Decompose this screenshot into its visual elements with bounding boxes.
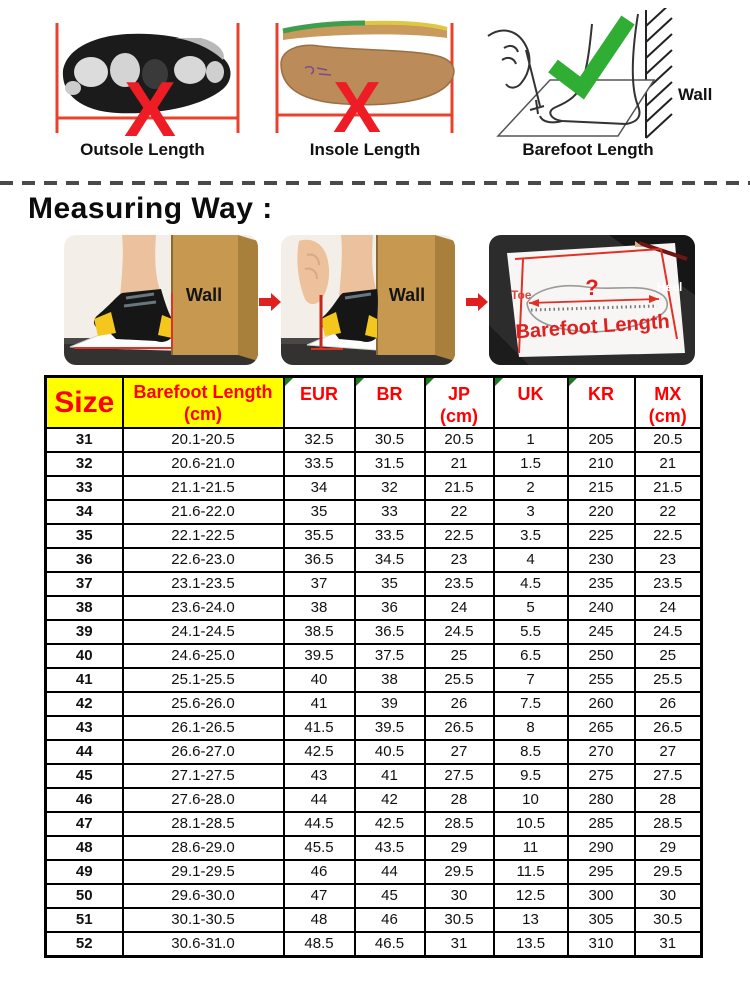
size-cell: 49 [46, 860, 123, 884]
table-cell: 5 [494, 596, 568, 620]
table-cell: 1 [494, 428, 568, 452]
table-cell: 24.5 [425, 620, 494, 644]
size-cell: 48 [46, 836, 123, 860]
table-row [46, 788, 702, 812]
table-cell: 230 [568, 548, 635, 572]
table-cell: 22 [425, 500, 494, 524]
red-arrow-icon [259, 293, 281, 311]
table-cell: 21.6-22.0 [123, 500, 284, 524]
table-cell: 28.6-29.0 [123, 836, 284, 860]
table-cell: 38.5 [284, 620, 355, 644]
table-row [46, 596, 702, 620]
size-cell: 47 [46, 812, 123, 836]
header-row [46, 377, 702, 429]
table-cell: 3.5 [494, 524, 568, 548]
size-cell: 36 [46, 548, 123, 572]
table-cell: 27.1-27.5 [123, 764, 284, 788]
photo1-scene [64, 235, 258, 365]
size-cell: 41 [46, 668, 123, 692]
table-cell: 215 [568, 476, 635, 500]
table-cell: 48.5 [284, 932, 355, 957]
table-cell: 36 [355, 596, 425, 620]
table-cell: 43.5 [355, 836, 425, 860]
table-cell: 23.5 [635, 572, 702, 596]
table-cell: 255 [568, 668, 635, 692]
table-cell: 23 [425, 548, 494, 572]
toe-label: Toe [511, 288, 532, 302]
table-cell: 270 [568, 740, 635, 764]
table-cell: 20.6-21.0 [123, 452, 284, 476]
table-cell: 24.5 [635, 620, 702, 644]
wall-hatching-icon [646, 8, 672, 138]
table-cell: 8 [494, 716, 568, 740]
table-cell: 32 [355, 476, 425, 500]
col-header-kr: KR [568, 377, 635, 429]
size-cell: 32 [46, 452, 123, 476]
table-cell: 44 [284, 788, 355, 812]
table-cell: 34 [284, 476, 355, 500]
table-cell: 27.5 [425, 764, 494, 788]
table-row [46, 884, 702, 908]
table-cell: 20.5 [425, 428, 494, 452]
table-cell: 21.1-21.5 [123, 476, 284, 500]
table-cell: 7 [494, 668, 568, 692]
table-cell: 39 [355, 692, 425, 716]
table-cell: 285 [568, 812, 635, 836]
table-cell: 22.6-23.0 [123, 548, 284, 572]
barefoot-length-label: Barefoot Length [522, 140, 654, 159]
table-cell: 23.1-23.5 [123, 572, 284, 596]
table-cell: 305 [568, 908, 635, 932]
hand-with-pencil-icon [488, 31, 544, 114]
measuring-photos [0, 233, 750, 369]
col-header-uk: UK [494, 377, 568, 429]
question-mark: ? [585, 275, 599, 300]
table-cell: 235 [568, 572, 635, 596]
size-cell: 42 [46, 692, 123, 716]
table-cell: 46.5 [355, 932, 425, 957]
barefoot-length-caption: Barefoot Length [514, 310, 671, 344]
table-cell: 21 [635, 452, 702, 476]
table-cell: 38 [355, 668, 425, 692]
table-cell: 42.5 [284, 740, 355, 764]
col-header-eur: EUR [284, 377, 355, 429]
table-cell: 22.1-22.5 [123, 524, 284, 548]
table-cell: 29 [425, 836, 494, 860]
table-cell: 25 [425, 644, 494, 668]
table-row [46, 932, 702, 957]
size-cell: 52 [46, 932, 123, 957]
table-cell: 30.1-30.5 [123, 908, 284, 932]
table-cell: 25.6-26.0 [123, 692, 284, 716]
table-cell: 37.5 [355, 644, 425, 668]
table-cell: 23 [635, 548, 702, 572]
table-row [46, 476, 702, 500]
table-cell: 38 [284, 596, 355, 620]
table-cell: 4 [494, 548, 568, 572]
table-row [46, 428, 702, 452]
size-cell: 34 [46, 500, 123, 524]
table-cell: 25 [635, 644, 702, 668]
table-cell: 29.6-30.0 [123, 884, 284, 908]
table-cell: 300 [568, 884, 635, 908]
table-cell: 22.5 [425, 524, 494, 548]
size-table-body [46, 428, 702, 957]
table-cell: 23.5 [425, 572, 494, 596]
table-cell: 240 [568, 596, 635, 620]
table-cell: 21.5 [425, 476, 494, 500]
table-cell: 32.5 [284, 428, 355, 452]
table-cell: 40 [284, 668, 355, 692]
table-cell: 245 [568, 620, 635, 644]
table-cell: 13 [494, 908, 568, 932]
table-cell: 7.5 [494, 692, 568, 716]
table-cell: 26.6-27.0 [123, 740, 284, 764]
table-cell: 30 [635, 884, 702, 908]
table-cell: 290 [568, 836, 635, 860]
table-cell: 25.5 [425, 668, 494, 692]
wall-label: Wall [388, 285, 426, 305]
table-cell: 205 [568, 428, 635, 452]
table-cell: 24 [635, 596, 702, 620]
insole-illustration [265, 8, 465, 140]
table-cell: 28.5 [425, 812, 494, 836]
table-cell: 29 [635, 836, 702, 860]
table-cell: 265 [568, 716, 635, 740]
size-cell: 37 [46, 572, 123, 596]
outsole-illustration [25, 8, 260, 140]
size-cell: 45 [46, 764, 123, 788]
table-cell: 33 [355, 500, 425, 524]
table-cell: 13.5 [494, 932, 568, 957]
table-cell: 41.5 [284, 716, 355, 740]
table-cell: 47 [284, 884, 355, 908]
table-cell: 29.1-29.5 [123, 860, 284, 884]
table-cell: 45.5 [284, 836, 355, 860]
size-cell: 44 [46, 740, 123, 764]
table-cell: 35.5 [284, 524, 355, 548]
table-cell: 27.5 [635, 764, 702, 788]
table-cell: 41 [355, 764, 425, 788]
dashed-divider [0, 181, 750, 185]
table-cell: 30.5 [635, 908, 702, 932]
barefoot-illustration [478, 8, 740, 140]
table-cell: 310 [568, 932, 635, 957]
table-cell: 22.5 [635, 524, 702, 548]
table-cell: 26 [425, 692, 494, 716]
table-cell: 295 [568, 860, 635, 884]
table-cell: 225 [568, 524, 635, 548]
col-header-jp: JP (cm) [425, 377, 494, 429]
col-header-size: Size [46, 377, 123, 429]
table-cell: 35 [284, 500, 355, 524]
table-cell: 48 [284, 908, 355, 932]
heel-label: Heel [657, 280, 683, 294]
measuring-photo-3 [489, 235, 695, 365]
size-cell: 38 [46, 596, 123, 620]
col-header-mx: MX (cm) [635, 377, 702, 429]
size-cell: 40 [46, 644, 123, 668]
table-cell: 37 [284, 572, 355, 596]
size-cell: 43 [46, 716, 123, 740]
table-cell: 21.5 [635, 476, 702, 500]
table-row [46, 572, 702, 596]
table-cell: 250 [568, 644, 635, 668]
measuring-photo-2 [281, 235, 455, 365]
table-cell: 26 [635, 692, 702, 716]
table-cell: 42.5 [355, 812, 425, 836]
size-cell: 31 [46, 428, 123, 452]
table-cell: 28 [425, 788, 494, 812]
table-row [46, 836, 702, 860]
table-cell: 44 [355, 860, 425, 884]
table-cell: 31.5 [355, 452, 425, 476]
outsole-length-label: Outsole Length [80, 140, 205, 159]
table-cell: 25.5 [635, 668, 702, 692]
col-header-br: BR [355, 377, 425, 429]
table-cell: 29.5 [425, 860, 494, 884]
table-cell: 27.6-28.0 [123, 788, 284, 812]
table-cell: 275 [568, 764, 635, 788]
table-cell: 31 [425, 932, 494, 957]
table-cell: 23.6-24.0 [123, 596, 284, 620]
wall-label: Wall [678, 85, 713, 104]
table-cell: 27 [635, 740, 702, 764]
table-cell: 5.5 [494, 620, 568, 644]
col-header-barefoot: Barefoot Length (cm) [123, 377, 284, 429]
table-cell: 40.5 [355, 740, 425, 764]
table-cell: 10.5 [494, 812, 568, 836]
x-mark-icon: X [123, 65, 177, 140]
measuring-photo-1 [64, 235, 258, 365]
table-row [46, 764, 702, 788]
table-cell: 33.5 [355, 524, 425, 548]
table-cell: 12.5 [494, 884, 568, 908]
table-row [46, 668, 702, 692]
table-cell: 35 [355, 572, 425, 596]
table-row [46, 812, 702, 836]
table-cell: 10 [494, 788, 568, 812]
table-cell: 11.5 [494, 860, 568, 884]
table-cell: 28.1-28.5 [123, 812, 284, 836]
table-row [46, 716, 702, 740]
table-cell: 42 [355, 788, 425, 812]
table-cell: 20.1-20.5 [123, 428, 284, 452]
table-cell: 34.5 [355, 548, 425, 572]
size-cell: 39 [46, 620, 123, 644]
table-cell: 41 [284, 692, 355, 716]
table-cell: 1.5 [494, 452, 568, 476]
table-cell: 25.1-25.5 [123, 668, 284, 692]
table-cell: 45 [355, 884, 425, 908]
table-row [46, 908, 702, 932]
table-row [46, 452, 702, 476]
barefoot-figure [478, 8, 740, 159]
table-cell: 27 [425, 740, 494, 764]
size-cell: 50 [46, 884, 123, 908]
table-cell: 29.5 [635, 860, 702, 884]
table-cell: 24 [425, 596, 494, 620]
table-cell: 6.5 [494, 644, 568, 668]
size-chart [44, 375, 703, 958]
table-cell: 11 [494, 836, 568, 860]
table-row [46, 500, 702, 524]
table-cell: 2 [494, 476, 568, 500]
table-cell: 22 [635, 500, 702, 524]
table-cell: 26.1-26.5 [123, 716, 284, 740]
table-cell: 39.5 [355, 716, 425, 740]
size-cell: 46 [46, 788, 123, 812]
size-cell: 35 [46, 524, 123, 548]
wall-label: Wall [185, 285, 223, 305]
insole-length-label: Insole Length [309, 140, 421, 159]
table-cell: 30.5 [355, 428, 425, 452]
table-cell: 20.5 [635, 428, 702, 452]
red-arrow-icon [466, 293, 488, 311]
table-cell: 30 [425, 884, 494, 908]
table-row [46, 740, 702, 764]
table-cell: 220 [568, 500, 635, 524]
table-cell: 26.5 [425, 716, 494, 740]
table-cell: 4.5 [494, 572, 568, 596]
table-row [46, 620, 702, 644]
table-cell: 36.5 [284, 548, 355, 572]
table-cell: 28 [635, 788, 702, 812]
table-row [46, 548, 702, 572]
table-cell: 30.6-31.0 [123, 932, 284, 957]
photo3-scene [489, 235, 695, 365]
table-cell: 31 [635, 932, 702, 957]
size-cell: 33 [46, 476, 123, 500]
table-cell: 26.5 [635, 716, 702, 740]
size-cell: 51 [46, 908, 123, 932]
x-mark-icon: X [332, 68, 382, 140]
outsole-figure [25, 8, 260, 159]
size-table [44, 375, 703, 958]
table-cell: 39.5 [284, 644, 355, 668]
table-cell: 210 [568, 452, 635, 476]
table-row [46, 644, 702, 668]
table-row [46, 860, 702, 884]
table-cell: 28.5 [635, 812, 702, 836]
table-cell: 24.6-25.0 [123, 644, 284, 668]
insole-figure [265, 8, 465, 159]
table-cell: 46 [355, 908, 425, 932]
table-cell: 46 [284, 860, 355, 884]
measuring-way-heading: Measuring Way : [28, 192, 273, 225]
table-row [46, 692, 702, 716]
how-to-measure-figures [0, 8, 750, 178]
table-row [46, 524, 702, 548]
photo2-scene [281, 235, 455, 365]
table-cell: 8.5 [494, 740, 568, 764]
table-cell: 9.5 [494, 764, 568, 788]
table-cell: 33.5 [284, 452, 355, 476]
table-cell: 36.5 [355, 620, 425, 644]
table-cell: 44.5 [284, 812, 355, 836]
table-cell: 30.5 [425, 908, 494, 932]
table-cell: 43 [284, 764, 355, 788]
table-cell: 280 [568, 788, 635, 812]
table-cell: 24.1-24.5 [123, 620, 284, 644]
table-cell: 260 [568, 692, 635, 716]
table-cell: 21 [425, 452, 494, 476]
table-cell: 3 [494, 500, 568, 524]
